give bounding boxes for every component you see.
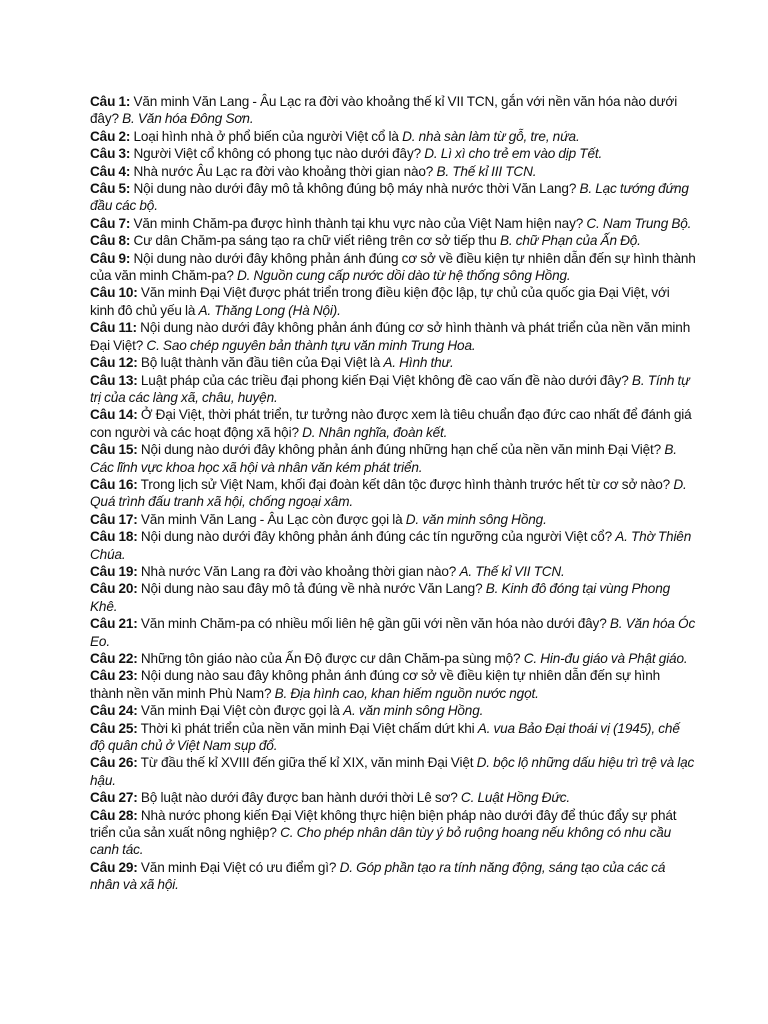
question-number: Câu 3: (90, 146, 131, 162)
question-number: Câu 15: (90, 442, 138, 458)
question-text: Văn minh Chăm-pa có nhiều mối liên hệ gần gũi với nền văn hóa nào dưới đây? (140, 616, 607, 632)
question-item (90, 807, 696, 859)
answer-text: A. văn minh sông Hồng. (343, 703, 484, 719)
question-item (90, 650, 696, 667)
answer-text: A. Hình thư. (383, 355, 454, 371)
answer-text: A. Thăng Long (Hà Nội). (198, 302, 341, 318)
answer-text: B. Văn hóa Óc Eo. (90, 616, 696, 649)
question-text: Nội dung nào sau đây mô tả đúng về nhà nước Văn Lang? (140, 581, 483, 597)
question-text: Bộ luật thành văn đầu tiên của Đại Việt là (140, 355, 381, 371)
question-item (90, 215, 696, 232)
question-item (90, 372, 696, 407)
question-text: Nhà nước Văn Lang ra đời vào khoảng thời gian nào? (140, 563, 457, 579)
answer-text: D. văn minh sông Hồng. (405, 511, 547, 527)
question-text: Văn minh Văn Lang - Âu Lạc còn được gọi là (140, 511, 403, 527)
question-item (90, 441, 696, 476)
answer-text: B. Địa hình cao, khan hiếm nguồn nước ngọt. (274, 685, 539, 701)
question-text: Những tôn giáo nào của Ấn Độ được cư dân Chăm-pa sùng mộ? (140, 651, 521, 666)
question-item (90, 528, 696, 563)
question-number: Câu 16: (90, 476, 138, 492)
question-item (90, 145, 696, 162)
question-text: Nội dung nào dưới đây không phản ánh đúng những hạn chế của nền văn minh Đại Việt? (140, 442, 662, 458)
question-text: Luật pháp của các triều đại phong kiến Đại Việt không đề cao vấn đề nào dưới đây? (140, 372, 629, 388)
question-item (90, 180, 696, 215)
question-list (90, 93, 696, 894)
question-number: Câu 12: (90, 355, 138, 371)
question-number: Câu 10: (90, 285, 138, 301)
answer-text: B. Văn hóa Đông Sơn. (122, 111, 254, 127)
answer-text: D. Nguồn cung cấp nước dồi dào từ hệ thống sông Hồng. (236, 268, 571, 284)
question-number: Câu 18: (90, 529, 138, 545)
question-text: Bộ luật nào dưới đây được ban hành dưới thời Lê sơ? (140, 790, 458, 806)
question-text: Nội dung nào dưới đây mô tả không đúng bộ máy nhà nước thời Văn Lang? (133, 181, 577, 197)
answer-text: A. vua Bảo Đại thoái vị (1945), chế độ quân chủ ở Việt Nam sụp đổ. (90, 720, 680, 754)
question-item (90, 511, 696, 528)
question-number: Câu 17: (90, 511, 138, 527)
question-text: Nội dung nào sau đây không phản ánh đúng cơ sở về điều kiện tự nhiên dẫn đến sự hình thành nền văn minh Phù Nam? (90, 668, 661, 701)
answer-text: D. Nhân nghĩa, đoàn kết. (302, 424, 448, 440)
answer-text: B. Kinh đô đóng tại vùng Phong Khê. (90, 581, 671, 614)
question-item (90, 128, 696, 145)
question-item (90, 859, 696, 894)
answer-text: D. Góp phần tạo ra tính năng động, sáng tạo của các cá nhân và xã hội. (90, 859, 666, 893)
question-text: Nhà nước Âu Lạc ra đời vào khoảng thời gian nào? (133, 163, 434, 179)
question-item (90, 163, 696, 180)
question-item (90, 406, 696, 441)
question-text: Văn minh Đại Việt còn được gọi là (140, 703, 340, 719)
answer-text: C. Luật Hồng Đức. (460, 790, 571, 806)
question-text: Từ đầu thế kỉ XVIII đến giữa thế kỉ XIX, văn minh Đại Việt (140, 755, 474, 771)
answer-text: B. Các lĩnh vực khoa học xã hội và nhân văn kém phát triển. (90, 442, 677, 475)
question-number: Câu 5: (90, 181, 131, 197)
question-text: Văn minh Đại Việt có ưu điểm gì? (140, 859, 337, 875)
question-item (90, 702, 696, 719)
question-number: Câu 1: (90, 94, 131, 109)
question-item (90, 580, 696, 615)
question-item (90, 789, 696, 806)
question-item (90, 354, 696, 371)
question-number: Câu 23: (90, 668, 138, 684)
question-item (90, 476, 696, 511)
answer-text: C. Cho phép nhân dân tùy ý bỏ ruộng hoang nếu không có nhu cầu canh tác. (90, 825, 672, 858)
question-item (90, 754, 696, 789)
question-number: Câu 20: (90, 581, 138, 597)
answer-text: C. Nam Trung Bộ. (586, 215, 692, 231)
question-text: Văn minh Chăm-pa được hình thành tại khu vực nào của Việt Nam hiện nay? (133, 215, 584, 231)
question-number: Câu 11: (90, 320, 137, 336)
answer-text: D. bộc lộ những dấu hiệu trì trệ và lạc hậu. (90, 755, 695, 788)
answer-text: B. chữ Phạn của Ấn Độ. (499, 233, 641, 249)
answer-text: C. Sao chép nguyên bản thành tựu văn minh Trung Hoa. (146, 337, 476, 353)
question-item (90, 615, 696, 650)
question-text: Loại hình nhà ở phổ biến của người Việt cổ là (133, 128, 399, 144)
question-text: Văn minh Đại Việt được phát triển trong điều kiện độc lập, tự chủ của quốc gia Đại Việt, với kinh đô chủ yếu là (90, 285, 670, 318)
question-number: Câu 8: (90, 233, 131, 249)
question-text: Người Việt cổ không có phong tục nào dưới đây? (133, 146, 422, 162)
question-number: Câu 2: (90, 128, 131, 144)
question-text: Nhà nước phong kiến Đại Việt không thực hiện biện pháp nào dưới đây để thúc đẩy sự phát triển của sản xuất nông nghiệp? (90, 807, 677, 841)
answer-text: B. Tính tự trị của các làng xã, châu, huyện. (90, 372, 690, 405)
question-item (90, 232, 696, 249)
question-text: Nội dung nào dưới đây không phản ánh đúng các tín ngưỡng của người Việt cổ? (140, 529, 613, 545)
question-number: Câu 4: (90, 163, 131, 179)
question-text: Nội dung nào dưới đây không phản ánh đúng cơ sở hình thành và phát triển của nền văn minh Đại Việt? (90, 320, 691, 353)
question-text: Nội dung nào dưới đây không phản ánh đúng cơ sở về điều kiện tự nhiên dẫn đến sự hình thành của văn minh Chăm-pa? (90, 250, 696, 284)
question-number: Câu 22: (90, 651, 138, 666)
question-number: Câu 24: (90, 703, 138, 719)
question-number: Câu 27: (90, 790, 138, 806)
answer-text: D. Quá trình đấu tranh xã hội, chống ngoại xâm. (90, 476, 687, 510)
question-number: Câu 7: (90, 215, 131, 231)
answer-text: B. Lạc tướng đứng đầu các bộ. (90, 181, 689, 214)
question-item (90, 720, 696, 755)
question-number: Câu 21: (90, 616, 138, 632)
question-text: Trong lịch sử Việt Nam, khối đại đoàn kết dân tộc được hình thành trước hết từ cơ sở nào? (140, 476, 671, 492)
question-number: Câu 26: (90, 755, 138, 771)
question-text: Cư dân Chăm-pa sáng tạo ra chữ viết riêng trên cơ sở tiếp thu (133, 233, 497, 249)
answer-text: B. Thế kỉ III TCN. (436, 163, 537, 179)
question-item (90, 319, 696, 354)
question-item (90, 250, 696, 285)
question-number: Câu 9: (90, 250, 131, 266)
question-item (90, 667, 696, 702)
question-item (90, 284, 696, 319)
answer-text: A. Thế kỉ VII TCN. (459, 563, 565, 579)
question-number: Câu 19: (90, 563, 138, 579)
question-item (90, 93, 696, 128)
question-number: Câu 29: (90, 859, 138, 875)
question-text: Văn minh Văn Lang - Âu Lạc ra đời vào khoảng thế kỉ VII TCN, gắn với nền văn hóa nào dưới đây? (90, 94, 678, 127)
answer-text: D. Lì xì cho trẻ em vào dịp Tết. (424, 146, 603, 162)
question-item (90, 563, 696, 580)
answer-text: A. Thờ Thiên Chúa. (90, 529, 692, 562)
answer-text: C. Hin-đu giáo và Phật giáo. (523, 651, 688, 666)
question-number: Câu 13: (90, 372, 138, 388)
question-number: Câu 14: (90, 407, 138, 423)
question-text: Thời kì phát triển của nền văn minh Đại Việt chấm dứt khi (140, 720, 475, 736)
question-number: Câu 25: (90, 720, 138, 736)
question-number: Câu 28: (90, 807, 138, 823)
answer-text: D. nhà sàn làm từ gỗ, tre, nứa. (402, 128, 580, 144)
question-text: Ở Đại Việt, thời phát triển, tư tưởng nào được xem là tiêu chuẩn đạo đức cao nhất để đánh giá con người và các hoạt động xã hội? (90, 407, 692, 440)
